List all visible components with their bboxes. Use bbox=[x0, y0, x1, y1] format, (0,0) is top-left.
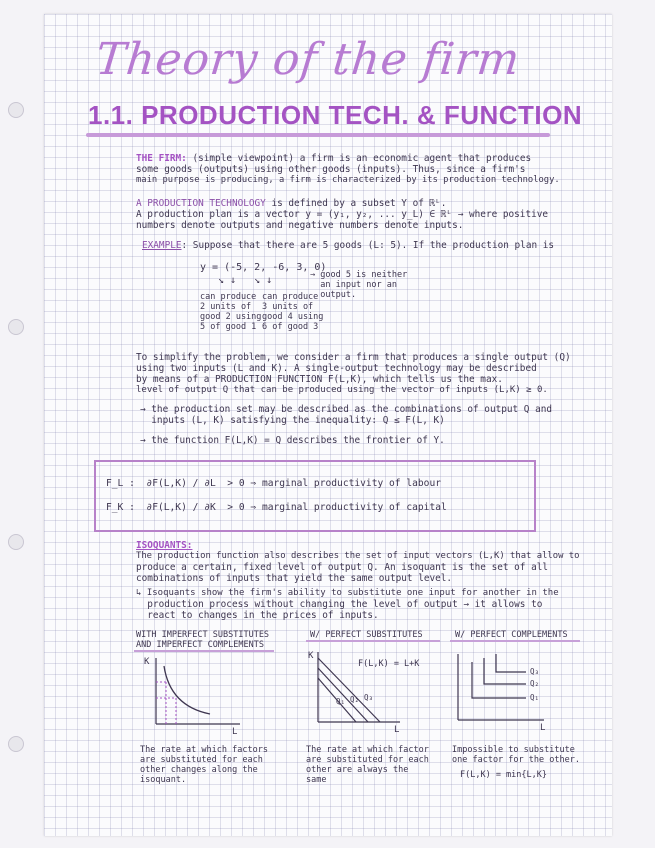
isoquant-line: combinations of inputs that yield the same output level. bbox=[136, 573, 453, 584]
axis-label-k: K bbox=[308, 651, 314, 661]
example-line bbox=[142, 240, 554, 251]
example-vector: y = (-5, 2, -6, 3, 0) bbox=[200, 262, 327, 273]
simplify-line: by means of a PRODUCTION FUNCTION F(L,K), which tells us the max. bbox=[136, 374, 503, 385]
isoquants-heading: ISOQUANTS: bbox=[136, 540, 193, 551]
isoquant-line: The production function also describes the set of input vectors (L,K) that allow to bbox=[136, 551, 580, 561]
marginal-productivity-box bbox=[94, 460, 536, 532]
tech-line: numbers denote outputs and negative numbers denote inputs. bbox=[136, 220, 464, 231]
isoquant-line: production process without changing the level of output → it allows to bbox=[136, 599, 543, 610]
chart1-caption: The rate at which factors are substituted for each other changes along the isoquant. bbox=[140, 745, 268, 785]
firm-label: THE FIRM: bbox=[136, 153, 187, 164]
labour-productivity: F_L : ∂F(L,K) / ∂L > 0 ⇒ marginal productivity of labour bbox=[106, 478, 442, 489]
label-q3: Q₃ bbox=[364, 693, 374, 702]
arrow-marks: ↘ ↓ ↘ ↓ bbox=[218, 275, 273, 286]
binder-hole bbox=[8, 534, 24, 550]
capital-productivity: F_K : ∂F(L,K) / ∂K > 0 ⇒ marginal productivity of capital bbox=[106, 502, 447, 513]
binder-hole bbox=[8, 102, 24, 118]
example-note-good5: → good 5 is neither an input nor an output. bbox=[310, 270, 408, 300]
tech-label: A PRODUCTION TECHNOLOGY bbox=[136, 198, 266, 209]
example-note-good4: can produce 3 units of good 4 using 6 of good 3 bbox=[262, 292, 324, 332]
axis-label-l: L bbox=[394, 725, 400, 735]
isoquants-label bbox=[136, 540, 192, 551]
axis-label-l: L bbox=[232, 727, 238, 736]
tech-line: is defined by a subset Y of ℝᴸ. bbox=[265, 198, 447, 209]
label-q1: Q₁ bbox=[336, 697, 346, 706]
isoquant-q2 bbox=[318, 668, 368, 722]
label-q2: Q₂ bbox=[530, 679, 540, 688]
label-q2: Q₂ bbox=[350, 695, 360, 704]
isoquant-line: ↳ Isoquants show the firm's ability to substitute one input for another in the bbox=[136, 588, 559, 598]
isoquant-q1 bbox=[472, 662, 526, 698]
chart-perfect-complements bbox=[448, 648, 578, 738]
simplify-line: using two inputs (L and K). A single-output technology may be described bbox=[136, 363, 537, 374]
section-heading: 1.1. PRODUCTION TECH. & FUNCTION bbox=[88, 100, 583, 130]
chart-perfect-substitutes bbox=[306, 648, 444, 738]
chart3-title: W/ PERFECT COMPLEMENTS bbox=[455, 630, 568, 640]
axis-label-l: L bbox=[540, 723, 546, 733]
bullet-line: → the function F(L,K) = Q describes the frontier of Y. bbox=[140, 435, 445, 446]
firm-line: (simple viewpoint) a firm is an economic agent that produces bbox=[192, 153, 532, 164]
firm-paragraph bbox=[136, 153, 531, 164]
isoquant-curve bbox=[164, 666, 210, 714]
chart3-formula: F(L,K) = min{L,K} bbox=[460, 770, 547, 780]
firm-line: some goods (outputs) using other goods (inputs). Thus, since a firm's bbox=[136, 164, 526, 175]
axis-label-k: K bbox=[144, 657, 150, 667]
chart3-caption: Impossible to substitute one factor for the other. bbox=[452, 745, 580, 765]
example-label: EXAMPLE bbox=[142, 240, 182, 251]
example-note-good2: can produce 2 units of good 2 using 5 of good 1 bbox=[200, 292, 262, 332]
bullet-line: inputs (L, K) satisfying the inequality: Q ≤ F(L, K) bbox=[140, 415, 445, 426]
simplify-line: To simplify the problem, we consider a firm that produces a single output (Q) bbox=[136, 352, 571, 363]
isoquant-line: produce a certain, fixed level of output Q. An isoquant is the set of all bbox=[136, 562, 549, 573]
chart2-formula: F(L,K) = L+K bbox=[358, 659, 420, 669]
simplify-line: level of output Q that can be produced using the vector of inputs (L,K) ≥ 0. bbox=[136, 385, 548, 395]
chart3-title-underline bbox=[450, 640, 580, 642]
binder-hole bbox=[8, 736, 24, 752]
isoquant-q3 bbox=[496, 654, 526, 672]
chart2-caption: The rate at which factor are substituted for each other are always the same bbox=[306, 745, 429, 785]
label-q3: Q₃ bbox=[530, 667, 540, 676]
bullet-line: → the production set may be described as the combinations of output Q and bbox=[140, 404, 553, 415]
tech-line: A production plan is a vector y = (y₁, y₂, ... y_L) ∈ ℝᴸ → where positive bbox=[136, 209, 549, 220]
page-title: Theory of the firm bbox=[93, 34, 523, 85]
chart2-title-underline bbox=[306, 640, 440, 642]
firm-line: main purpose is producing, a firm is characterized by its production technology. bbox=[136, 175, 560, 185]
chart-imperfect-substitutes bbox=[140, 652, 270, 736]
chart1-title: WITH IMPERFECT SUBSTITUTES AND IMPERFECT COMPLEMENTS bbox=[136, 630, 270, 650]
isoquant-q2 bbox=[484, 658, 526, 684]
isoquant-line: react to changes in the prices of inputs. bbox=[136, 610, 379, 621]
chart2-title: W/ PERFECT SUBSTITUTES bbox=[310, 630, 423, 640]
heading-underline bbox=[86, 133, 550, 137]
example-text: : Suppose that there are 5 goods (L: 5). If the production plan is bbox=[181, 240, 555, 251]
tech-paragraph bbox=[136, 198, 446, 209]
label-q1: Q₁ bbox=[530, 693, 540, 702]
binder-hole bbox=[8, 319, 24, 335]
